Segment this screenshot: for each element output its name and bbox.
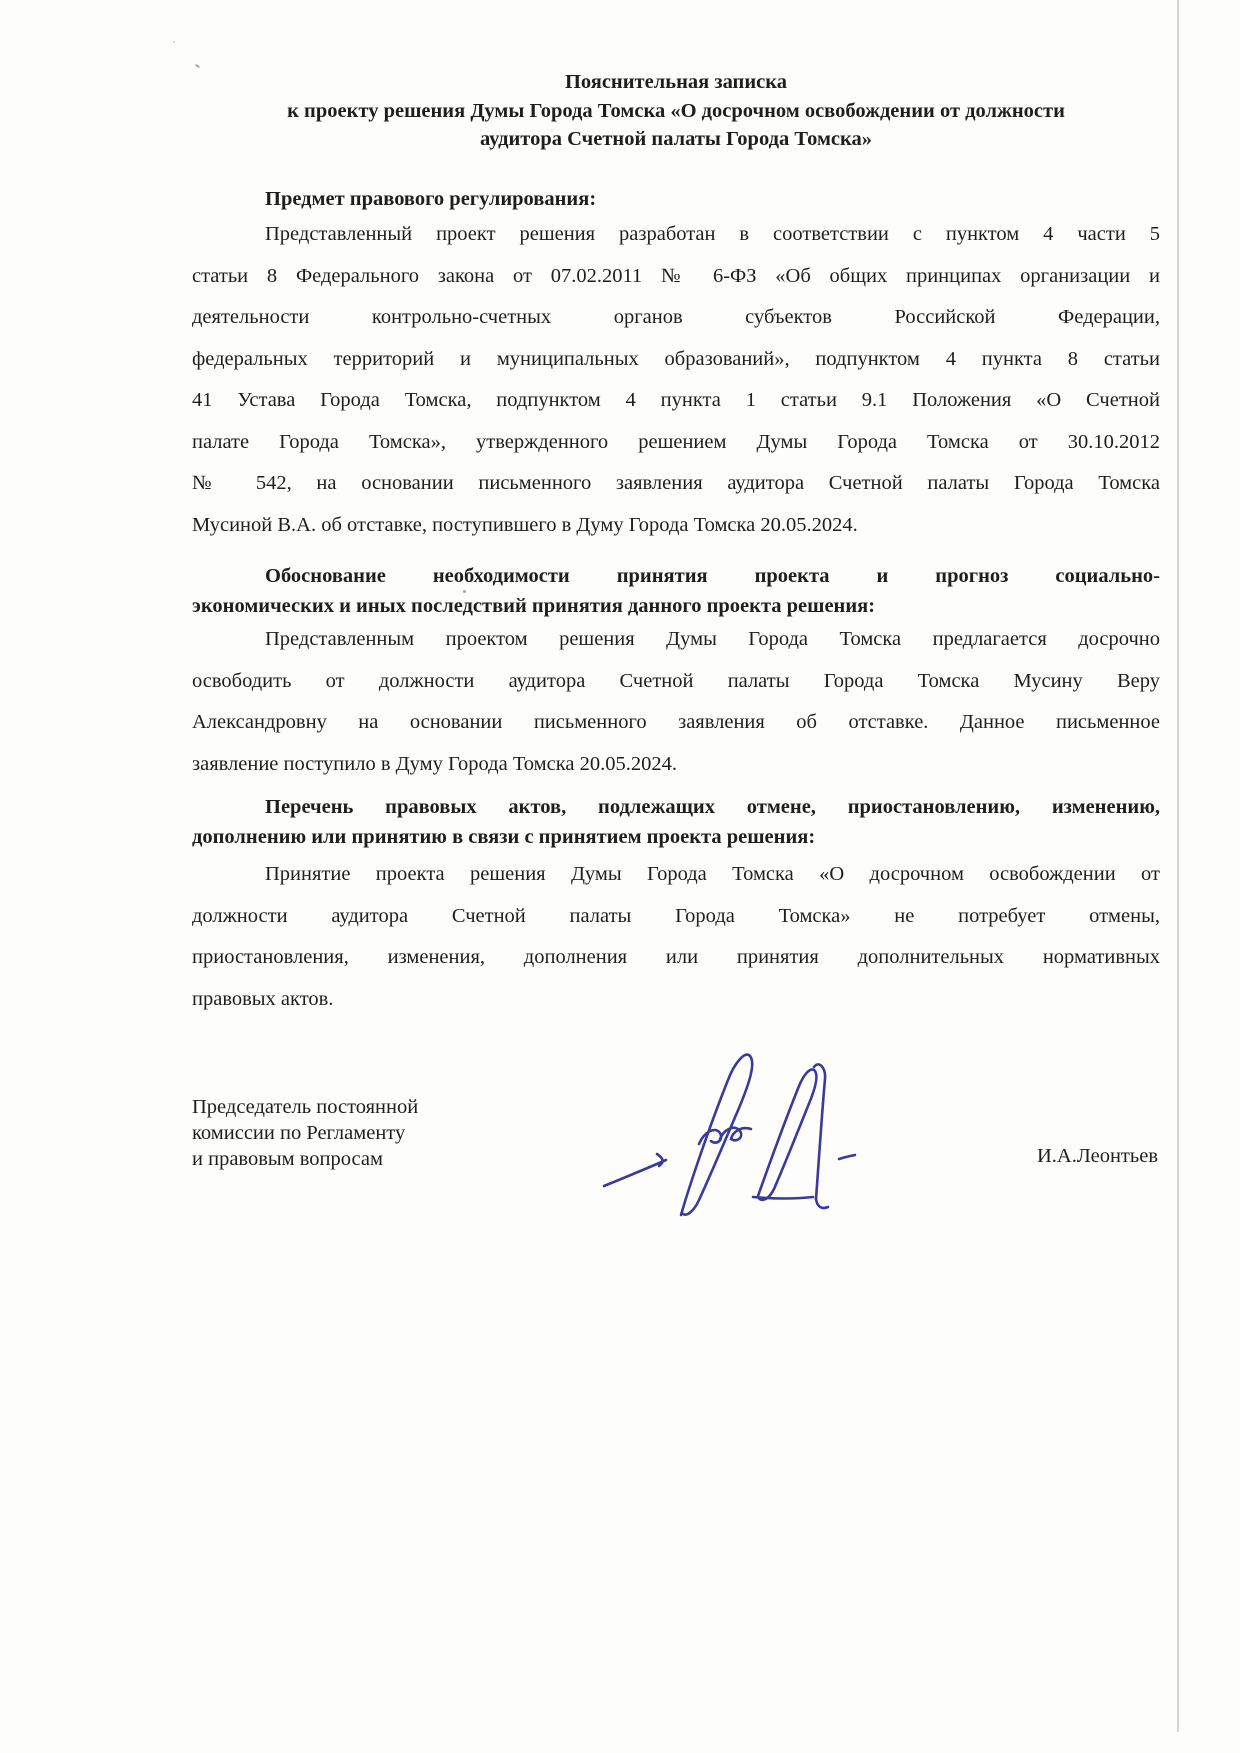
paragraph-line: Представленным проектом решения Думы Города Томска предлагается досрочно (265, 628, 1160, 650)
signatory-role-line: и правовым вопросам (192, 1148, 383, 1170)
signature-ink (520, 1000, 880, 1230)
paragraph-line: федеральных территорий и муниципальных образований», подпунктом 4 пункта 8 статьи (192, 347, 1160, 370)
section-heading-justification (192, 561, 1160, 621)
paragraph-line: освободить от должности аудитора Счетной палаты Города Томска Мусину Веру (192, 669, 1160, 692)
signatory-name: И.А.Леонтьев (1036, 1145, 1158, 1167)
heading-line: экономических и иных последствий принятия данного проекта решения: (192, 595, 876, 617)
signatory-role-line: комиссии по Регламенту (192, 1122, 406, 1144)
paragraph-line: 41 Устава Города Томска, подпунктом 4 пункта 1 статьи 9.1 Положения «О Счетной (192, 389, 1160, 411)
paragraph-line: статьи 8 Федерального закона от 07.02.2011 № 6-ФЗ «Об общих принципах организации и (192, 264, 1160, 287)
section-paragraph-acts-list (192, 854, 1160, 1020)
paragraph-line: палате Города Томска», утвержденного решением Думы Города Томска от 30.10.2012 (192, 430, 1160, 453)
paragraph-line: должности аудитора Счетной палаты Города Томска» не потребует отмены, (192, 904, 1160, 927)
signatory-role (192, 1094, 522, 1172)
section-paragraph-justification (192, 619, 1160, 785)
section-heading-acts-list (192, 792, 1160, 852)
title-line: Пояснительная записка (564, 71, 788, 93)
scan-artifact-line (1177, 0, 1179, 1732)
title-line: к проекту решения Думы Города Томска «О досрочном освобождении от должности (287, 99, 1065, 122)
signatory-role-line: Председатель постоянной (192, 1096, 419, 1118)
paragraph-line: заявление поступило в Думу Города Томска 20.05.2024. (192, 752, 677, 775)
document-title (192, 68, 1160, 154)
paragraph-line: приостановления, изменения, дополнения или принятия дополнительных нормативных (192, 946, 1160, 968)
paragraph-line: Представленный проект решения разработан в соответствии с пунктом 4 части 5 (265, 223, 1160, 245)
section-paragraph-subject (192, 214, 1160, 546)
paragraph-line: Мусиной В.А. об отставке, поступившего в Думу Города Томска 20.05.2024. (192, 513, 858, 536)
paragraph-line: деятельности контрольно-счетных органов субъектов Российской Федерации, (192, 306, 1160, 328)
paragraph-line: правовых актов. (192, 987, 334, 1010)
paragraph-line: № 542, на основании письменного заявления аудитора Счетной палаты Города Томска (192, 472, 1160, 494)
scan-speck (173, 41, 175, 43)
section-heading-subject (192, 184, 1160, 214)
signature-strokes (604, 1055, 855, 1215)
title-line: аудитора Счетной палаты Города Томска» (479, 128, 873, 150)
heading-line: дополнению или принятию в связи с принятием проекта решения: (192, 826, 816, 848)
paragraph-line: Принятие проекта решения Думы Города Томска «О досрочном освобождении от (265, 863, 1160, 885)
heading-line: Обоснование необходимости принятия проекта и прогноз социально- (265, 565, 1160, 587)
heading-line: Перечень правовых актов, подлежащих отмене, приостановлению, изменению, (265, 796, 1160, 818)
paragraph-line: Александровну на основании письменного заявления об отставке. Данное письменное (192, 711, 1160, 733)
heading-line: Предмет правового регулирования: (265, 188, 597, 210)
scan-speck (463, 590, 466, 593)
